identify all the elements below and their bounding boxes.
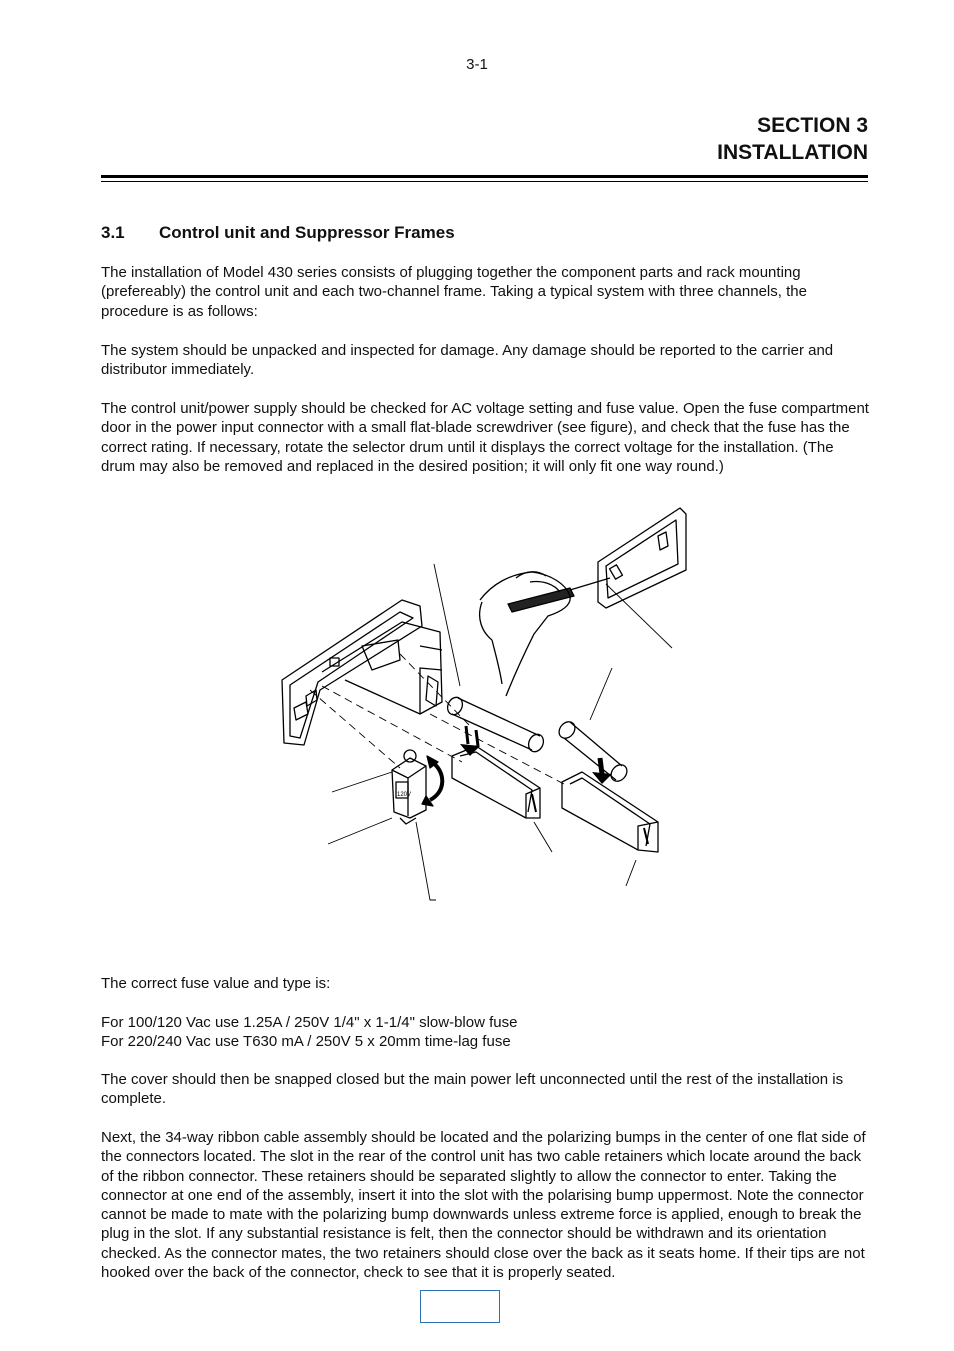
section-title: INSTALLATION — [717, 141, 868, 164]
heading-rule-thick — [101, 175, 868, 178]
paragraph-unpack: The system should be unpacked and inspected for damage. Any damage should be reported to the carrier and distributor immediately. — [101, 342, 834, 379]
fuse-compartment-figure — [270, 500, 700, 910]
fuse-right — [556, 719, 630, 785]
fuse-left — [445, 695, 546, 754]
paragraph-intro: The installation of Model 430 series consists of plugging together the component parts and rack mounting (prefereably) the control unit and each two-channel frame. Taking a typical system with three channels, the procedure is as follows: — [101, 264, 807, 320]
paragraph-ribbon-cable: Next, the 34-way ribbon cable assembly should be located and the polarizing bumps in the center of one flat side of the connectors located. The slot in the rear of the control unit has two cable retainers which locate around the back of the ribbon connector. These retainers should be separated slightly to allow the connector to enter. Taking the connector at one end of the assembly, insert it into the slot with the polarising bump uppermost. Note the connector cannot be made to mate with the polarizing bump downwards unless extreme force is applied, enough to break the plug in the slot. If any substantial resistance is felt, then the connector should be withdrawn and its orientation checked. As the connector mates, the two retainers should close over the back as it seats home. If their tips are not hooked over the back of the connector, check to see that it is properly seated. — [101, 1129, 866, 1282]
drum-label: 120V — [397, 792, 412, 798]
paragraph-cover: The cover should then be snapped closed but the main power left unconnected until the rest of the installation is complete. — [101, 1071, 844, 1108]
paragraph-fuse-intro: The correct fuse value and type is: — [101, 975, 331, 992]
fuse-carrier-right — [562, 772, 658, 852]
highlight-box — [420, 1290, 500, 1323]
paragraph-voltage-check: The control unit/power supply should be checked for AC voltage setting and fuse value. Open the fuse compartment door in the power input connector with a small flat-blade screwdriver (see figure), and check that the fuse has the correct rating. If necessary, rotate the selector drum until it displays the correct voltage for the installation. (The drum may also be removed and replaced in the desired position; it will only fit one way round.) — [101, 400, 869, 475]
subsection-title: Control unit and Suppressor Frames — [159, 223, 455, 242]
section-number: SECTION 3 — [757, 114, 868, 137]
fuse-carrier-left — [452, 746, 540, 818]
hand — [480, 572, 571, 696]
voltage-selector-drum — [392, 750, 426, 824]
heading-rule-thin — [101, 181, 868, 182]
connector-housing — [282, 600, 422, 745]
subsection-number: 3.1 — [101, 223, 125, 242]
paragraph-fuse-values: For 100/120 Vac use 1.25A / 250V 1/4" x 1-1/4" slow-blow fuse For 220/240 Vac use T630 mA / 250V 5 x 20mm time-lag fuse — [101, 1014, 518, 1051]
door-panel — [598, 508, 686, 608]
page-number: 3-1 — [466, 56, 488, 73]
subsection-heading — [101, 223, 455, 243]
fuse-compartment-drawing — [270, 500, 700, 910]
section-heading — [717, 112, 868, 166]
